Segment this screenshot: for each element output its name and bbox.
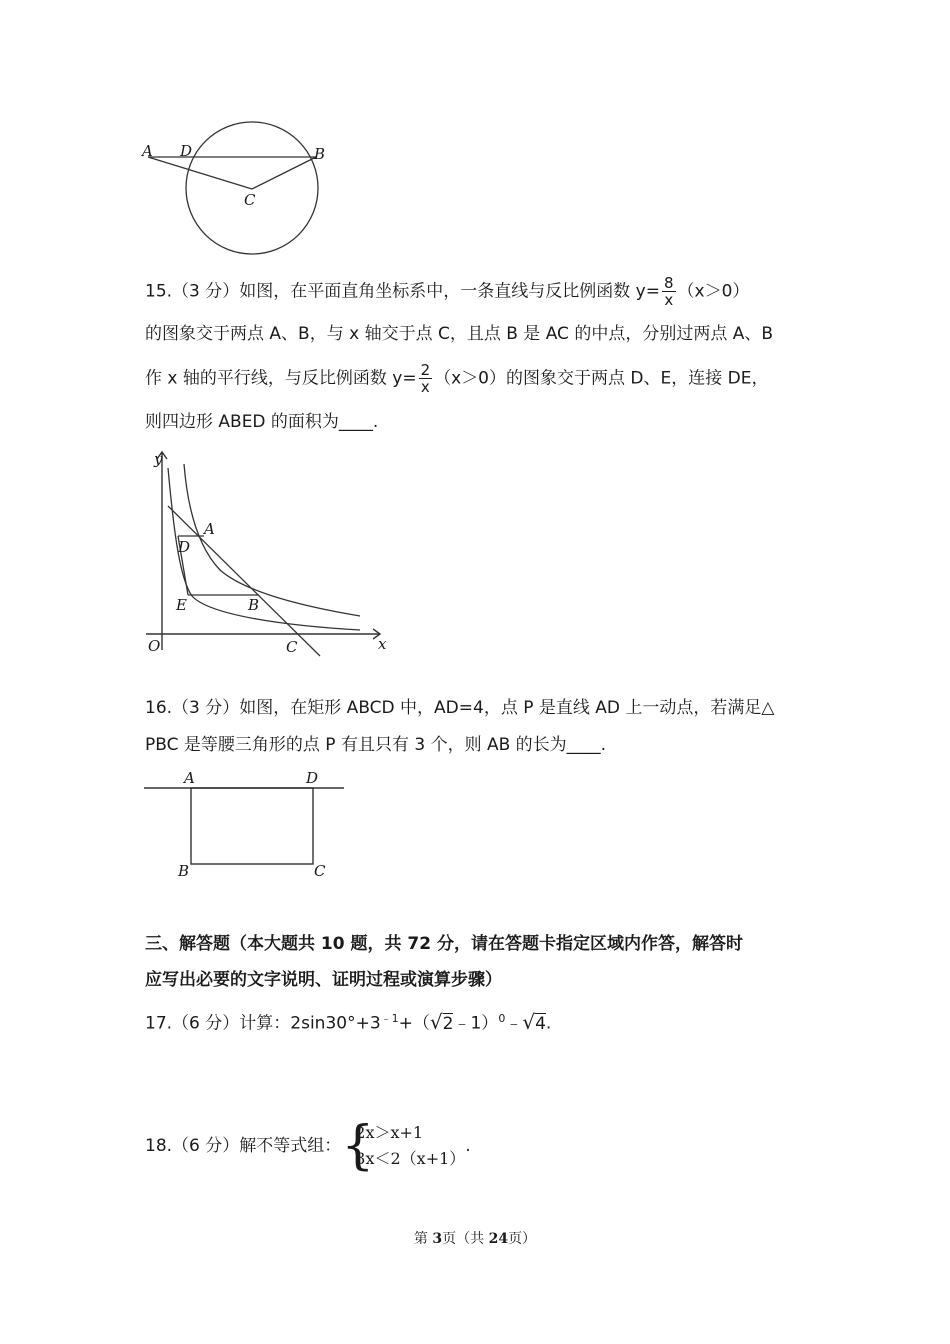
q17-line <box>145 1007 551 1036</box>
circle <box>186 122 318 254</box>
q17-exponent: ﹣1 <box>380 1012 399 1025</box>
inequality-1: 2x＞x+1 <box>355 1123 424 1142</box>
q18-text: 解不等式组： <box>239 1136 342 1156</box>
label-d: D <box>306 769 319 787</box>
q17-points: （6 分） <box>172 1013 240 1034</box>
label-b: B <box>178 862 190 880</box>
q15-text-c: 作 x 轴的平行线，与反比例函数 y= <box>145 368 417 389</box>
q17-end: . <box>545 1013 552 1034</box>
label-a: A <box>142 142 153 160</box>
label-e: E <box>176 596 187 614</box>
segment-ac <box>148 157 252 189</box>
label-b: B <box>314 145 326 163</box>
q18-number: 18. <box>145 1136 173 1156</box>
label-c: C <box>286 638 298 656</box>
label-a: A <box>184 769 195 787</box>
label-o: O <box>148 637 161 655</box>
label-b: B <box>248 596 260 614</box>
label-d: D <box>180 142 193 160</box>
q16-line2: PBC 是等腰三角形的点 P 有且只有 3 个，则 AB 的长为____. <box>145 735 607 755</box>
rectangle-abcd <box>191 788 313 864</box>
q15-text-a: 如图，在平面直角坐标系中，一条直线与反比例函数 y= <box>239 281 660 302</box>
label-c: C <box>244 191 256 209</box>
q17-text-c: ﹣1） <box>453 1013 499 1034</box>
curve-2-over-x <box>168 468 360 630</box>
q18-line <box>145 1116 471 1176</box>
sqrt-4: √4 <box>522 1009 546 1034</box>
section-heading-line2: 应写出必要的文字说明、证明过程或演算步骤） <box>145 970 502 990</box>
page-number: 3 <box>432 1231 443 1247</box>
label-d: D <box>178 538 191 556</box>
q17-number: 17. <box>145 1013 173 1034</box>
page-footer: 第 3页（共 24页） <box>413 1231 537 1247</box>
inequality-2: 3x＜2（x+1） <box>355 1149 466 1168</box>
q17-text-b: +（ <box>398 1013 430 1034</box>
q16-line1 <box>145 696 774 720</box>
q16-text: 如图，在矩形 ABCD 中，AD=4，点 P 是直线 AD 上一动点，若满足△ <box>239 698 775 718</box>
q15-line2: 的图象交于两点 A、B，与 x 轴交于点 C，且点 B 是 AC 的中点，分别过两点 A、B <box>145 324 774 344</box>
q15-text-b: （x＞0） <box>677 281 750 302</box>
label-a: A <box>204 520 215 538</box>
section-heading-line1: 三、解答题（本大题共 10 题，共 72 分，请在答题卡指定区域内作答，解答时 <box>145 934 743 954</box>
q16-points: （3 分） <box>172 698 240 718</box>
sqrt-2: √2 <box>429 1009 454 1034</box>
q15-line1 <box>145 275 749 308</box>
figure-q14 <box>140 118 340 260</box>
q15-text-d: （x＞0）的图象交于两点 D、E，连接 DE， <box>434 368 769 389</box>
segment-bc <box>252 157 316 189</box>
q15-points: （3 分） <box>172 281 240 302</box>
label-y: y <box>154 450 163 468</box>
q15-line3 <box>145 362 768 395</box>
q17-text-a: 计算：2sin30°+3 <box>239 1013 381 1034</box>
label-c: C <box>314 862 326 880</box>
q18-end: . <box>465 1136 471 1156</box>
brace: { <box>341 1116 375 1176</box>
curve-8-over-x <box>184 464 360 616</box>
q17-text-d: ﹣ <box>505 1013 523 1034</box>
total-pages: 24 <box>488 1231 509 1247</box>
coordinate-figure <box>140 444 400 660</box>
q18-points: （6 分） <box>172 1136 240 1156</box>
fraction-8-over-x: $\frac{8}{x}$ <box>664 274 674 309</box>
figure-q15 <box>140 444 400 660</box>
q16-number: 16. <box>145 698 173 718</box>
q15-number: 15. <box>145 281 173 302</box>
inequality-system <box>341 1116 466 1176</box>
circle-figure <box>140 118 340 260</box>
label-x: x <box>378 635 387 653</box>
fraction-2-over-x: $\frac{2}{x}$ <box>420 361 431 396</box>
rectangle-figure <box>140 768 350 884</box>
figure-q16 <box>140 768 350 884</box>
q15-line4: 则四边形 ABED 的面积为____. <box>145 412 379 432</box>
q17-exponent-zero: 0 <box>498 1012 506 1025</box>
